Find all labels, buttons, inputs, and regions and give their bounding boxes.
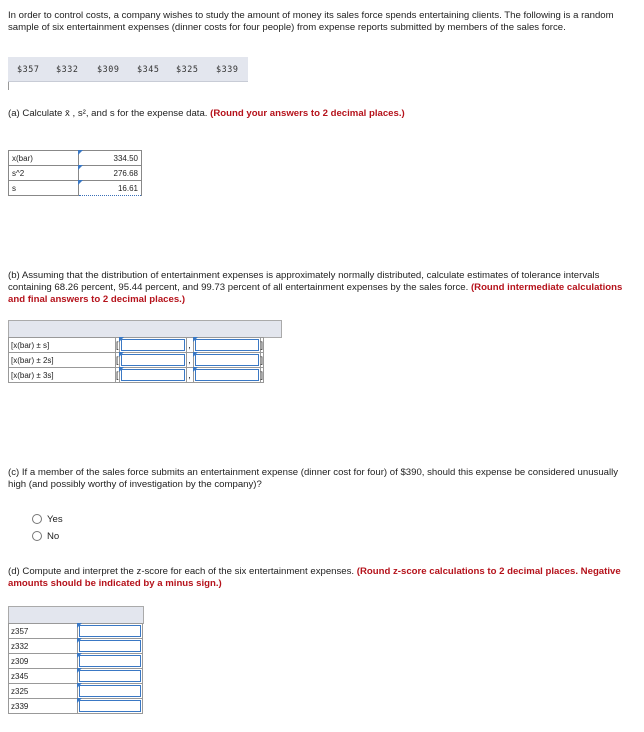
interval-lower-input[interactable] [119,353,186,368]
expense-value: $325 [176,64,199,74]
expense-data-strip [8,57,248,82]
z-input[interactable] [78,699,143,714]
expense-value: $357 [17,64,40,74]
z-label: z325 [9,684,78,699]
interval-label: [x(bar) ± 3s] [9,368,116,383]
interval-lower-input[interactable] [119,368,186,383]
xbar-label: x(bar) [9,151,79,166]
part-b-table: [x(bar) ± s] [ , ] [x(bar) ± 2s] [ , ] [x(bar) ± 3s] [ , ] [8,337,264,383]
interval-upper-input[interactable] [193,368,260,383]
interval-upper-input[interactable] [193,338,260,353]
intro-text: In order to control costs, a company wishes to study the amount of money its sales force spends entertaining clients. The following is a random sample of six entertainment expenses (dinner costs for four people) from expense reports submitted by members of the sales force. [8,10,614,33]
s-label: s [9,181,79,196]
z-input[interactable] [78,669,143,684]
part-b-question [8,270,636,306]
expense-value: $332 [56,64,79,74]
z-label: z309 [9,654,78,669]
s2-label: s^2 [9,166,79,181]
radio-circle-icon [32,531,42,541]
radio-yes[interactable]: Yes [32,514,63,525]
z-input[interactable] [78,624,143,639]
z-label: z339 [9,699,78,714]
z-input[interactable] [78,639,143,654]
part-b-prompt: (b) Assuming that the distribution of entertainment expenses is approximately normally distributed, calculate estimates of tolerance intervals containing 68.26 percent, 95.44 percent, and 99.73 percent of all entertainment expenses by the sales force. [8,270,600,293]
interval-upper-input[interactable] [193,353,260,368]
part-d-prompt: (d) Compute and interpret the z-score for each of the six entertainment expenses. [8,566,355,577]
expense-value: $309 [97,64,120,74]
interval-lower-input[interactable] [119,338,186,353]
interval-label: [x(bar) ± 2s] [9,353,116,368]
part-b-table-header [8,320,282,338]
expense-value: $345 [137,64,160,74]
expense-value: $339 [216,64,239,74]
divider [8,82,9,90]
part-d-instruction: (Round z-score calculations to 2 decimal places. Negative amounts should be indicated by a minus sign.) [8,566,621,589]
s2-answer[interactable]: 276.68 [79,166,142,181]
part-a-prompt: (a) Calculate x̄ , s², and s for the expense data. [8,108,208,119]
xbar-answer[interactable]: 334.50 [79,151,142,166]
part-a-question [8,108,636,120]
radio-circle-icon [32,514,42,524]
z-label: z332 [9,639,78,654]
part-d-table-header [8,606,144,624]
part-d-question [8,566,636,590]
part-d-table [8,623,143,714]
radio-no[interactable]: No [32,531,59,542]
z-label: z357 [9,624,78,639]
part-b-instruction: (Round intermediate calculations and final answers to 2 decimal places.) [8,282,623,305]
z-input[interactable] [78,654,143,669]
part-a-table [8,150,142,196]
part-a-instruction: (Round your answers to 2 decimal places.) [210,108,405,119]
interval-label: [x(bar) ± s] [9,338,116,353]
z-label: z345 [9,669,78,684]
z-input[interactable] [78,684,143,699]
part-c-prompt: (c) If a member of the sales force submits an entertainment expense (dinner cost for four) of $390, should this expense be considered unusually high (and possibly worthy of investigation by the company)? [8,467,619,490]
s-answer[interactable]: 16.61 [79,181,142,196]
